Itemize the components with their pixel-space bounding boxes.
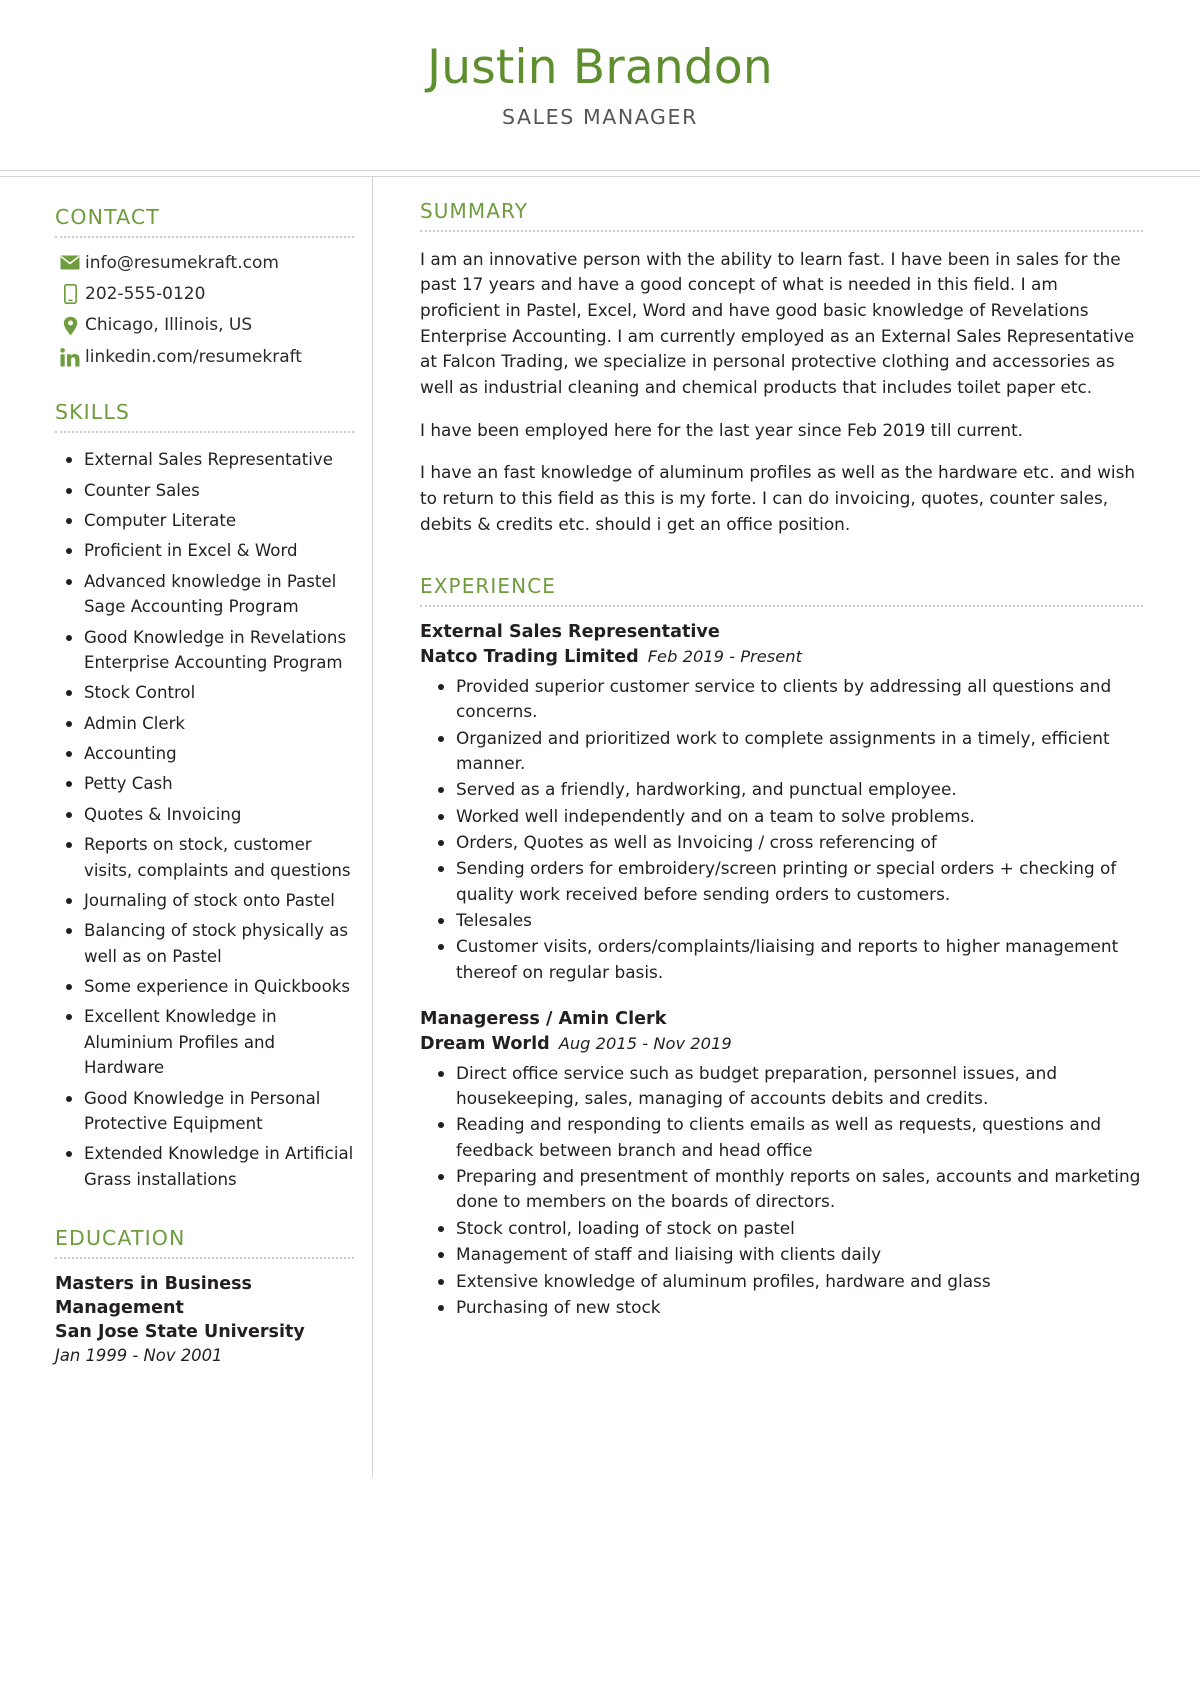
list-item: Good Knowledge in Personal Protective Equipment — [55, 1086, 354, 1137]
email-icon — [55, 255, 85, 270]
skills-section-rule — [55, 431, 354, 433]
education-school: San Jose State University — [55, 1322, 305, 1343]
contact-section-rule — [55, 236, 354, 238]
list-item: Advanced knowledge in Pastel Sage Accounting Program — [55, 569, 354, 620]
education-section-title: EDUCATION — [55, 1226, 186, 1250]
job-company: Dream World — [420, 1033, 550, 1054]
list-item: Telesales — [420, 908, 1143, 933]
main-column — [373, 198, 1200, 1477]
contact-phone-value: 202-555-0120 — [85, 284, 206, 305]
list-item: Quotes & Invoicing — [55, 802, 354, 827]
candidate-job-title: SALES MANAGER — [502, 104, 698, 129]
list-item: Extensive knowledge of aluminum profiles, hardware and glass — [420, 1269, 1143, 1294]
job-bullet-list — [420, 1061, 1143, 1321]
contact-list — [55, 253, 354, 368]
summary-paragraph: I have been employed here for the last year since Feb 2019 till current. — [420, 419, 1024, 440]
contact-linkedin-value: linkedin.com/resumekraft — [85, 346, 302, 367]
list-item: Organized and prioritized work to complete assignments in a timely, efficient manner. — [420, 726, 1143, 777]
education-degree: Masters in Business Management — [55, 1274, 252, 1319]
contact-email-value: info@resumekraft.com — [85, 252, 279, 273]
contact-item-linkedin[interactable] — [55, 347, 354, 367]
location-pin-icon — [55, 316, 85, 336]
summary-paragraph: I have an fast knowledge of aluminum profiles as well as the hardware etc. and wish to return to this field as this is my forte. I can do invoicing, quotes, counter sales, debits & credits etc. should i get an office position. — [420, 462, 1136, 534]
list-item: Reading and responding to clients emails as well as requests, questions and feedback between branch and head office — [420, 1112, 1143, 1163]
list-item: Orders, Quotes as well as Invoicing / cross referencing of — [420, 830, 1143, 855]
job-bullet-list — [420, 674, 1143, 985]
experience-entry — [420, 1008, 1143, 1320]
sidebar-column — [0, 205, 372, 1477]
list-item: Preparing and presentment of monthly reports on sales, accounts and marketing done to members on the boards of directors. — [420, 1164, 1143, 1215]
list-item: Management of staff and liaising with clients daily — [420, 1242, 1143, 1267]
job-meta — [420, 646, 1143, 670]
list-item: Proficient in Excel & Word — [55, 538, 354, 563]
experience-section — [420, 574, 1143, 1320]
list-item: Provided superior customer service to clients by addressing all questions and concerns. — [420, 674, 1143, 725]
job-role: Manageress / Amin Clerk — [420, 1009, 667, 1030]
list-item: Computer Literate — [55, 508, 354, 533]
job-meta — [420, 1033, 1143, 1057]
list-item: Petty Cash — [55, 771, 354, 796]
contact-item-location[interactable] — [55, 315, 354, 335]
candidate-name: Justin Brandon — [427, 40, 773, 95]
list-item: Balancing of stock physically as well as on Pastel — [55, 918, 354, 969]
job-company: Natco Trading Limited — [420, 647, 639, 668]
list-item: Journaling of stock onto Pastel — [55, 888, 354, 913]
job-dates: Aug 2015 - Nov 2019 — [558, 1033, 732, 1053]
resume-body — [0, 177, 1200, 1477]
list-item: Worked well independently and on a team to solve problems. — [420, 804, 1143, 829]
list-item: Good Knowledge in Revelations Enterprise Accounting Program — [55, 625, 354, 676]
contact-section — [55, 205, 354, 368]
resume-header — [0, 0, 1200, 129]
education-section — [55, 1226, 354, 1365]
contact-section-title: CONTACT — [55, 204, 160, 229]
education-entry — [55, 1272, 354, 1365]
skills-list — [55, 447, 354, 1192]
experience-section-title: EXPERIENCE — [420, 574, 557, 599]
header-divider-top — [0, 170, 1200, 171]
contact-item-email[interactable] — [55, 253, 354, 273]
list-item: Served as a friendly, hardworking, and punctual employee. — [420, 777, 1143, 802]
experience-entry — [420, 621, 1143, 985]
phone-icon — [55, 284, 85, 304]
education-section-rule — [55, 1257, 354, 1259]
list-item: Customer visits, orders/complaints/liaising and reports to higher management thereof on regular basis. — [420, 934, 1143, 985]
contact-location-value: Chicago, Illinois, US — [85, 315, 253, 336]
skills-section — [55, 400, 354, 1192]
list-item: Accounting — [55, 741, 354, 766]
list-item: Extended Knowledge in Artificial Grass installations — [55, 1141, 354, 1192]
list-item: Stock Control — [55, 680, 354, 705]
list-item: Counter Sales — [55, 478, 354, 503]
summary-section-rule — [420, 230, 1143, 232]
linkedin-icon — [55, 348, 85, 367]
list-item: Stock control, loading of stock on pastel — [420, 1216, 1143, 1241]
summary-paragraph: I am an innovative person with the ability to learn fast. I have been in sales for the past 17 years and have a good concept of what is needed in this field. I am proficient in Pastel, Excel, Word and have good basic knowledge of Revelations Enterprise Accounting. I am currently employed as an External Sales Representative at Falcon Trading, we specialize in personal protective clothing and accessories as well as industrial cleaning and chemical products that includes toilet paper etc. — [420, 248, 1135, 398]
job-dates: Feb 2019 - Present — [647, 647, 802, 667]
education-dates: Jan 1999 - Nov 2001 — [55, 1346, 223, 1366]
skills-section-title: SKILLS — [55, 400, 130, 425]
summary-section-title: SUMMARY — [420, 198, 529, 223]
list-item: Some experience in Quickbooks — [55, 974, 354, 999]
contact-item-phone[interactable] — [55, 284, 354, 304]
list-item: Excellent Knowledge in Aluminium Profiles and Hardware — [55, 1004, 354, 1080]
summary-section — [420, 199, 1143, 538]
list-item: Direct office service such as budget preparation, personnel issues, and housekeeping, sales, managing of accounts debits and credits. — [420, 1061, 1143, 1112]
job-role: External Sales Representative — [420, 622, 720, 643]
experience-section-rule — [420, 605, 1143, 607]
list-item: Purchasing of new stock — [420, 1295, 1143, 1320]
list-item: Admin Clerk — [55, 711, 354, 736]
list-item: Sending orders for embroidery/screen printing or special orders + checking of quality work received before sending orders to customers. — [420, 856, 1143, 907]
list-item: Reports on stock, customer visits, complaints and questions — [55, 832, 354, 883]
list-item: External Sales Representative — [55, 447, 354, 472]
